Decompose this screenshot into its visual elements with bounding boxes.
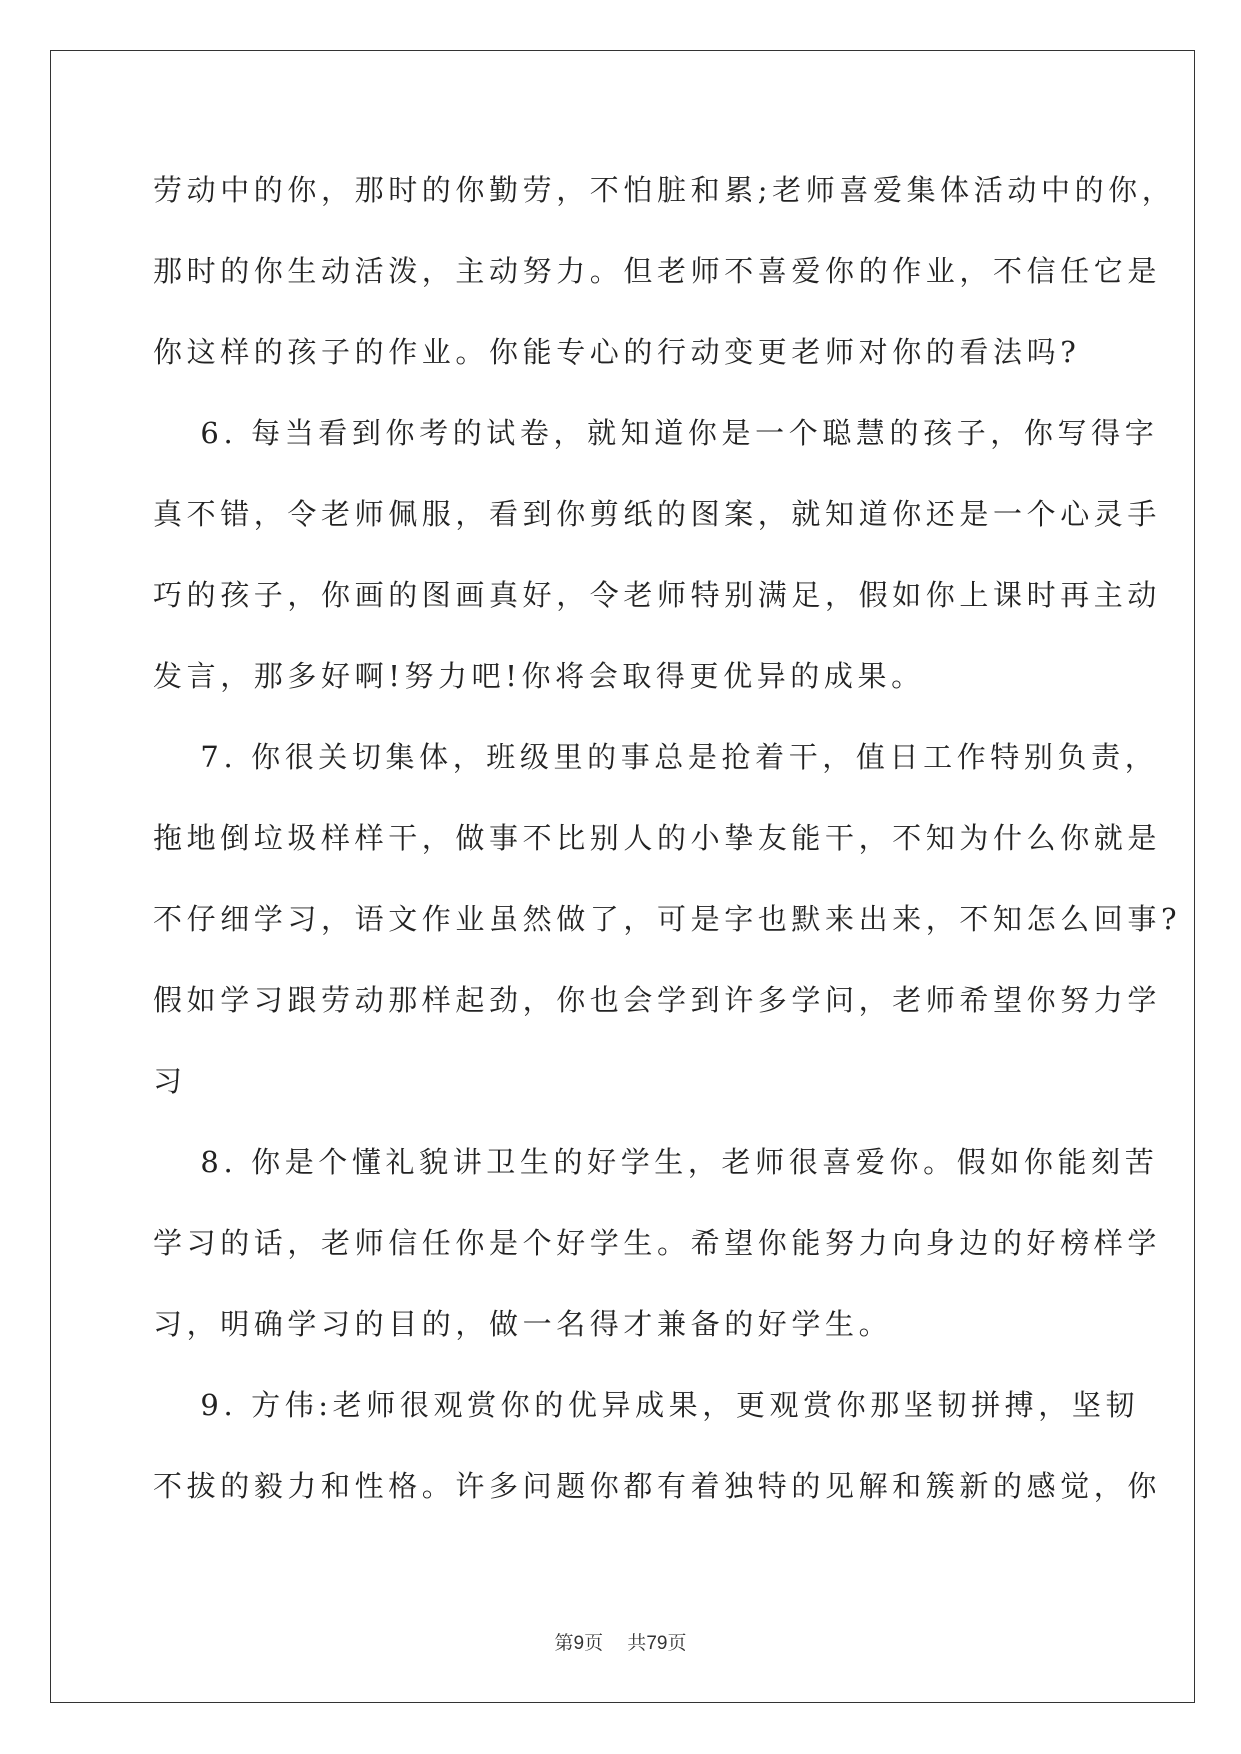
paragraph-9-line-1: 9. 方伟:老师很观赏你的优异成果，更观赏你那坚韧拼搏，坚韧 <box>153 1388 1140 1422</box>
text-line-3: 你这样的孩子的作业。你能专心的行动变更老师对你的看法吗? <box>153 335 1081 369</box>
paragraph-7-line-3: 不仔细学习，语文作业虽然做了，可是字也默来出来，不知怎么回事? <box>153 902 1182 936</box>
footer-page-number: 9 <box>573 1633 585 1654</box>
footer-total-prefix: 共 <box>627 1632 647 1654</box>
footer-total-suffix: 页 <box>667 1632 687 1654</box>
paragraph-8-line-1: 8. 你是个懂礼貌讲卫生的好学生，老师很喜爱你。假如你能刻苦 <box>153 1145 1159 1179</box>
paragraph-6-line-4: 发言，那多好啊!努力吧!你将会取得更优异的成果。 <box>153 659 925 693</box>
paragraph-7-line-2: 拖地倒垃圾样样干，做事不比别人的小挚友能干，不知为什么你就是 <box>153 821 1162 855</box>
text-line-1: 劳动中的你，那时的你勤劳，不怕脏和累;老师喜爱集体活动中的你， <box>153 173 1176 207</box>
text-line-2: 那时的你生动活泼，主动努力。但老师不喜爱你的作业，不信任它是 <box>153 254 1162 288</box>
paragraph-8-line-2: 学习的话，老师信任你是个好学生。希望你能努力向身边的好榜样学 <box>153 1226 1162 1260</box>
document-body <box>153 150 1182 1527</box>
footer-page-suffix: 页 <box>584 1632 604 1654</box>
paragraph-7-line-4: 假如学习跟劳动那样起劲，你也会学到许多学问，老师希望你努力学 <box>153 983 1162 1017</box>
footer-page-prefix: 第 <box>554 1632 574 1654</box>
page-footer <box>0 1628 1241 1655</box>
paragraph-9-line-2: 不拔的毅力和性格。许多问题你都有着独特的见解和簇新的感觉，你 <box>153 1469 1162 1503</box>
paragraph-6-line-3: 巧的孩子，你画的图画真好，令老师特别满足，假如你上课时再主动 <box>153 578 1162 612</box>
paragraph-7-line-5: 习 <box>153 1064 187 1098</box>
paragraph-8-line-3: 习，明确学习的目的，做一名得才兼备的好学生。 <box>153 1307 893 1341</box>
paragraph-6-line-2: 真不错，令老师佩服，看到你剪纸的图案，就知道你还是一个心灵手 <box>153 497 1162 531</box>
footer-total-pages: 79 <box>646 1633 668 1654</box>
paragraph-7-line-1: 7. 你很关切集体，班级里的事总是抢着干，值日工作特别负责， <box>153 740 1159 774</box>
paragraph-6-line-1: 6. 每当看到你考的试卷，就知道你是一个聪慧的孩子，你写得字 <box>153 416 1159 450</box>
